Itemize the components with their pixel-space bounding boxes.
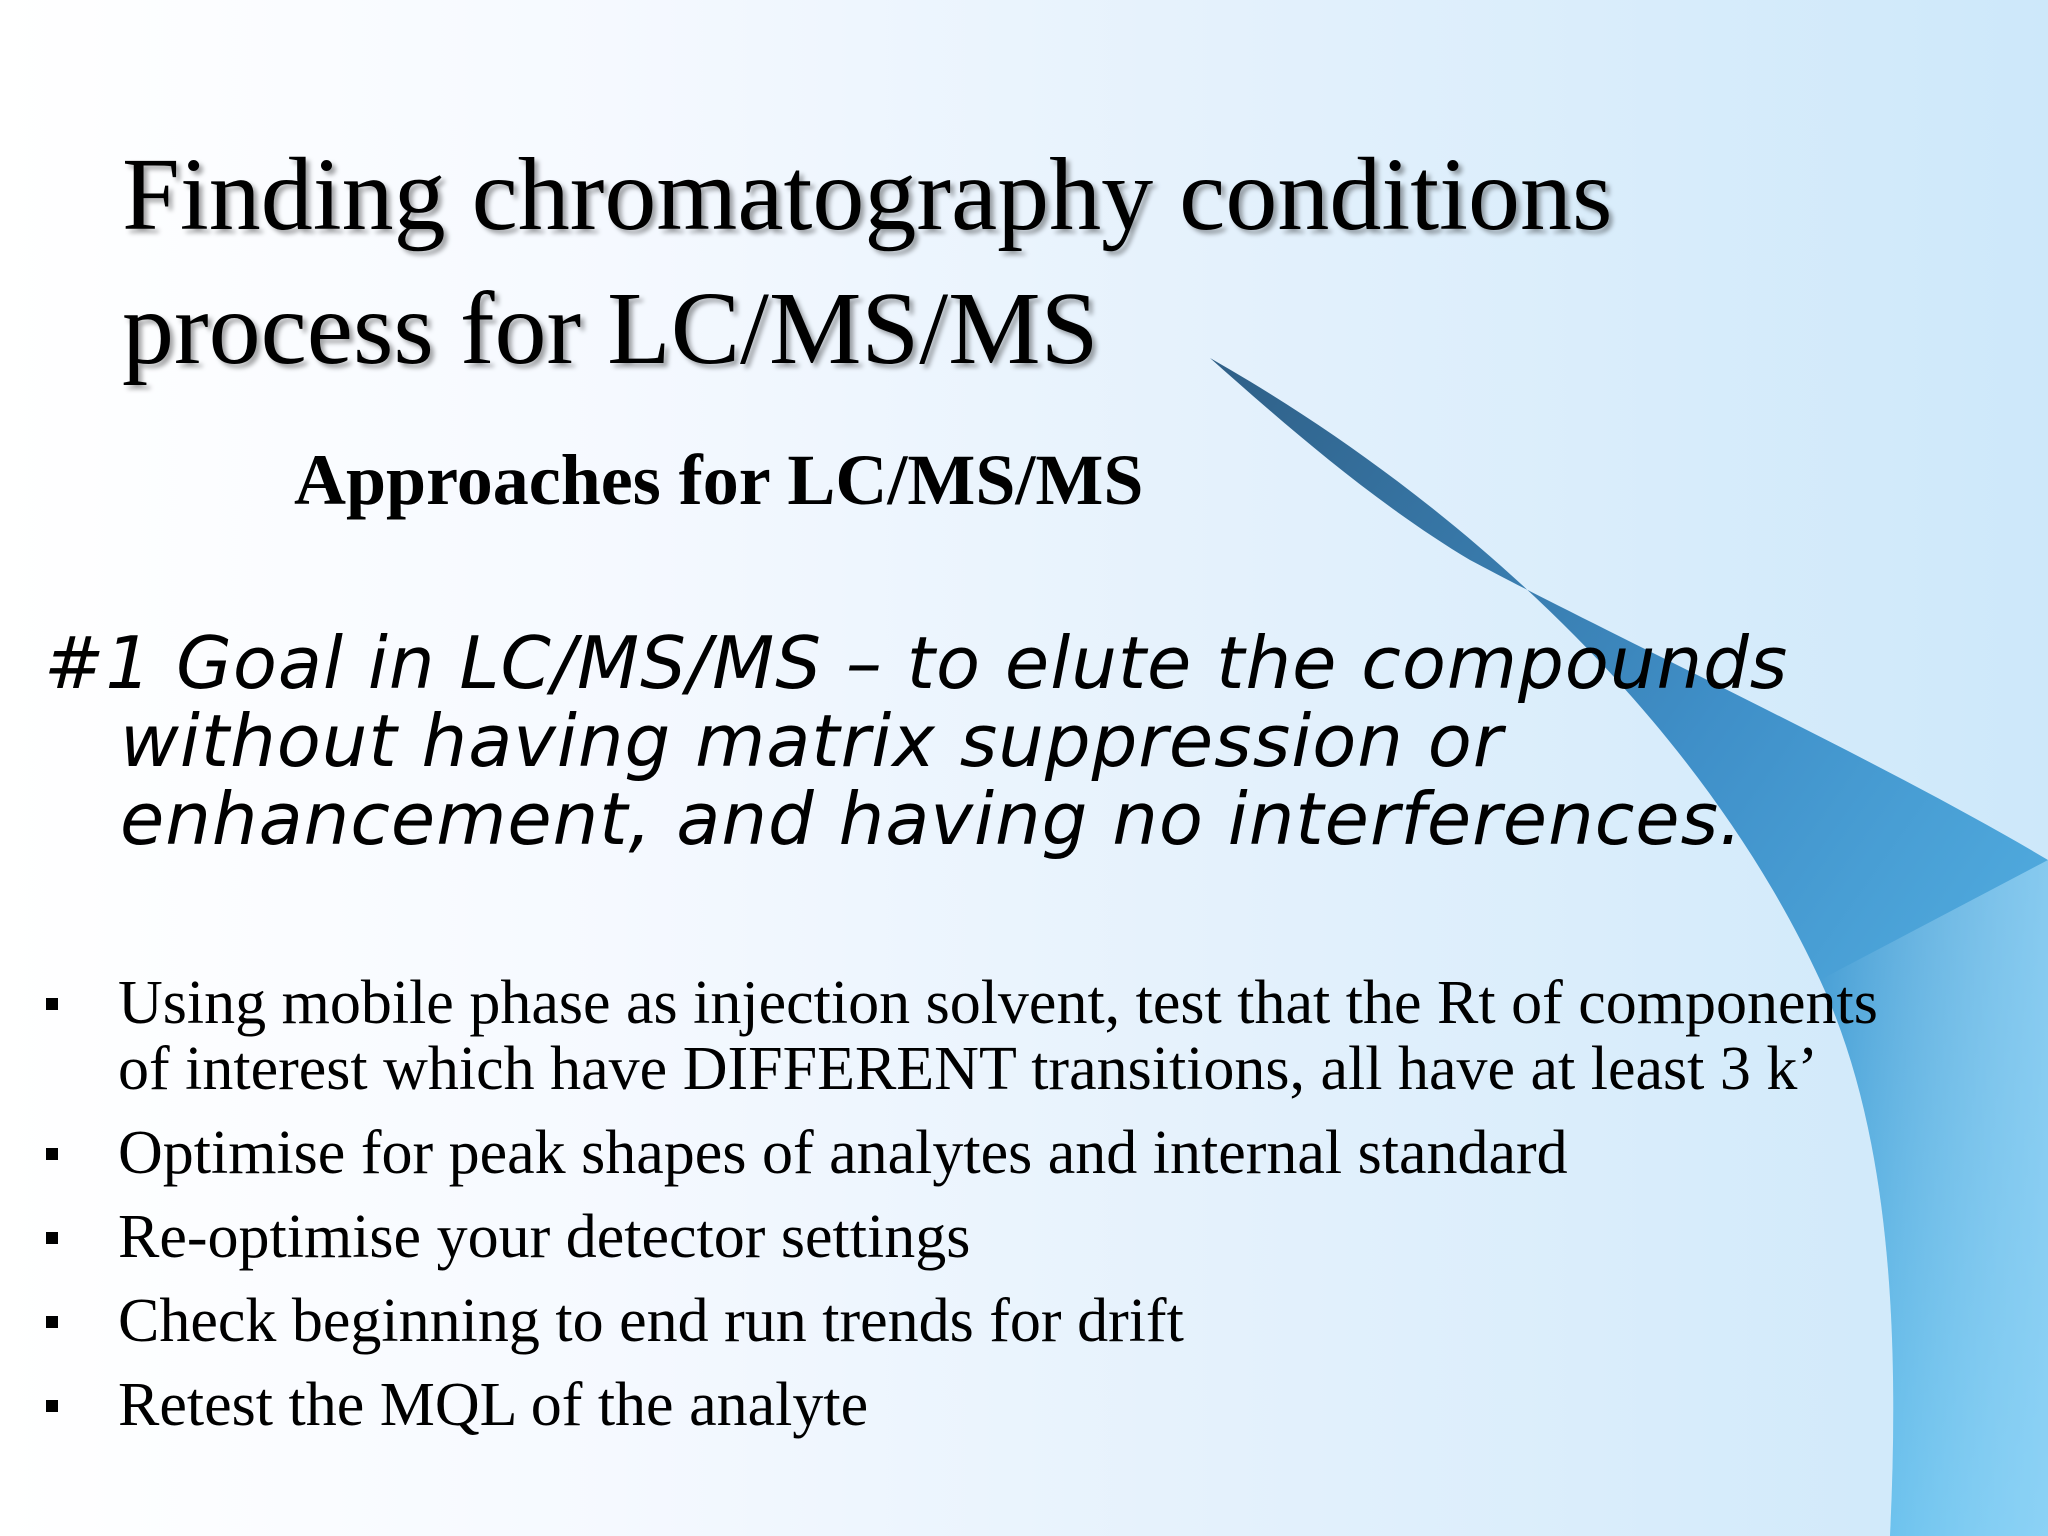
square-bullet-icon [46, 1316, 58, 1328]
bullet-text: Check beginning to end run trends for drift [118, 1287, 1184, 1355]
bullet-text: Re-optimise your detector settings [118, 1203, 971, 1271]
square-bullet-icon [46, 1232, 58, 1244]
bullet-item [40, 1372, 1900, 1438]
goal-statement: #1 Goal in LC/MS/MS – to elute the compounds without having matrix suppression or enhancement, and having no interferences. [44, 621, 1789, 861]
bullet-text: Optimise for peak shapes of analytes and internal standard [118, 1119, 1568, 1187]
slide-subtitle: Approaches for LC/MS/MS [294, 440, 1144, 520]
slide-title: Finding chromatography conditions process for LC/MS/MS [122, 137, 1613, 386]
square-bullet-icon [46, 1148, 58, 1160]
bullet-text: Retest the MQL of the analyte [118, 1371, 869, 1439]
bullet-text: Using mobile phase as injection solvent, test that the Rt of components of interest which have DIFFERENT transitions, all have at least 3 k’ [118, 969, 1878, 1103]
bullet-item [40, 970, 1900, 1102]
bullet-list [40, 970, 1900, 1456]
square-bullet-icon [46, 998, 58, 1010]
bullet-item [40, 1204, 1900, 1270]
square-bullet-icon [46, 1400, 58, 1412]
bullet-item [40, 1288, 1900, 1354]
bullet-item [40, 1120, 1900, 1186]
